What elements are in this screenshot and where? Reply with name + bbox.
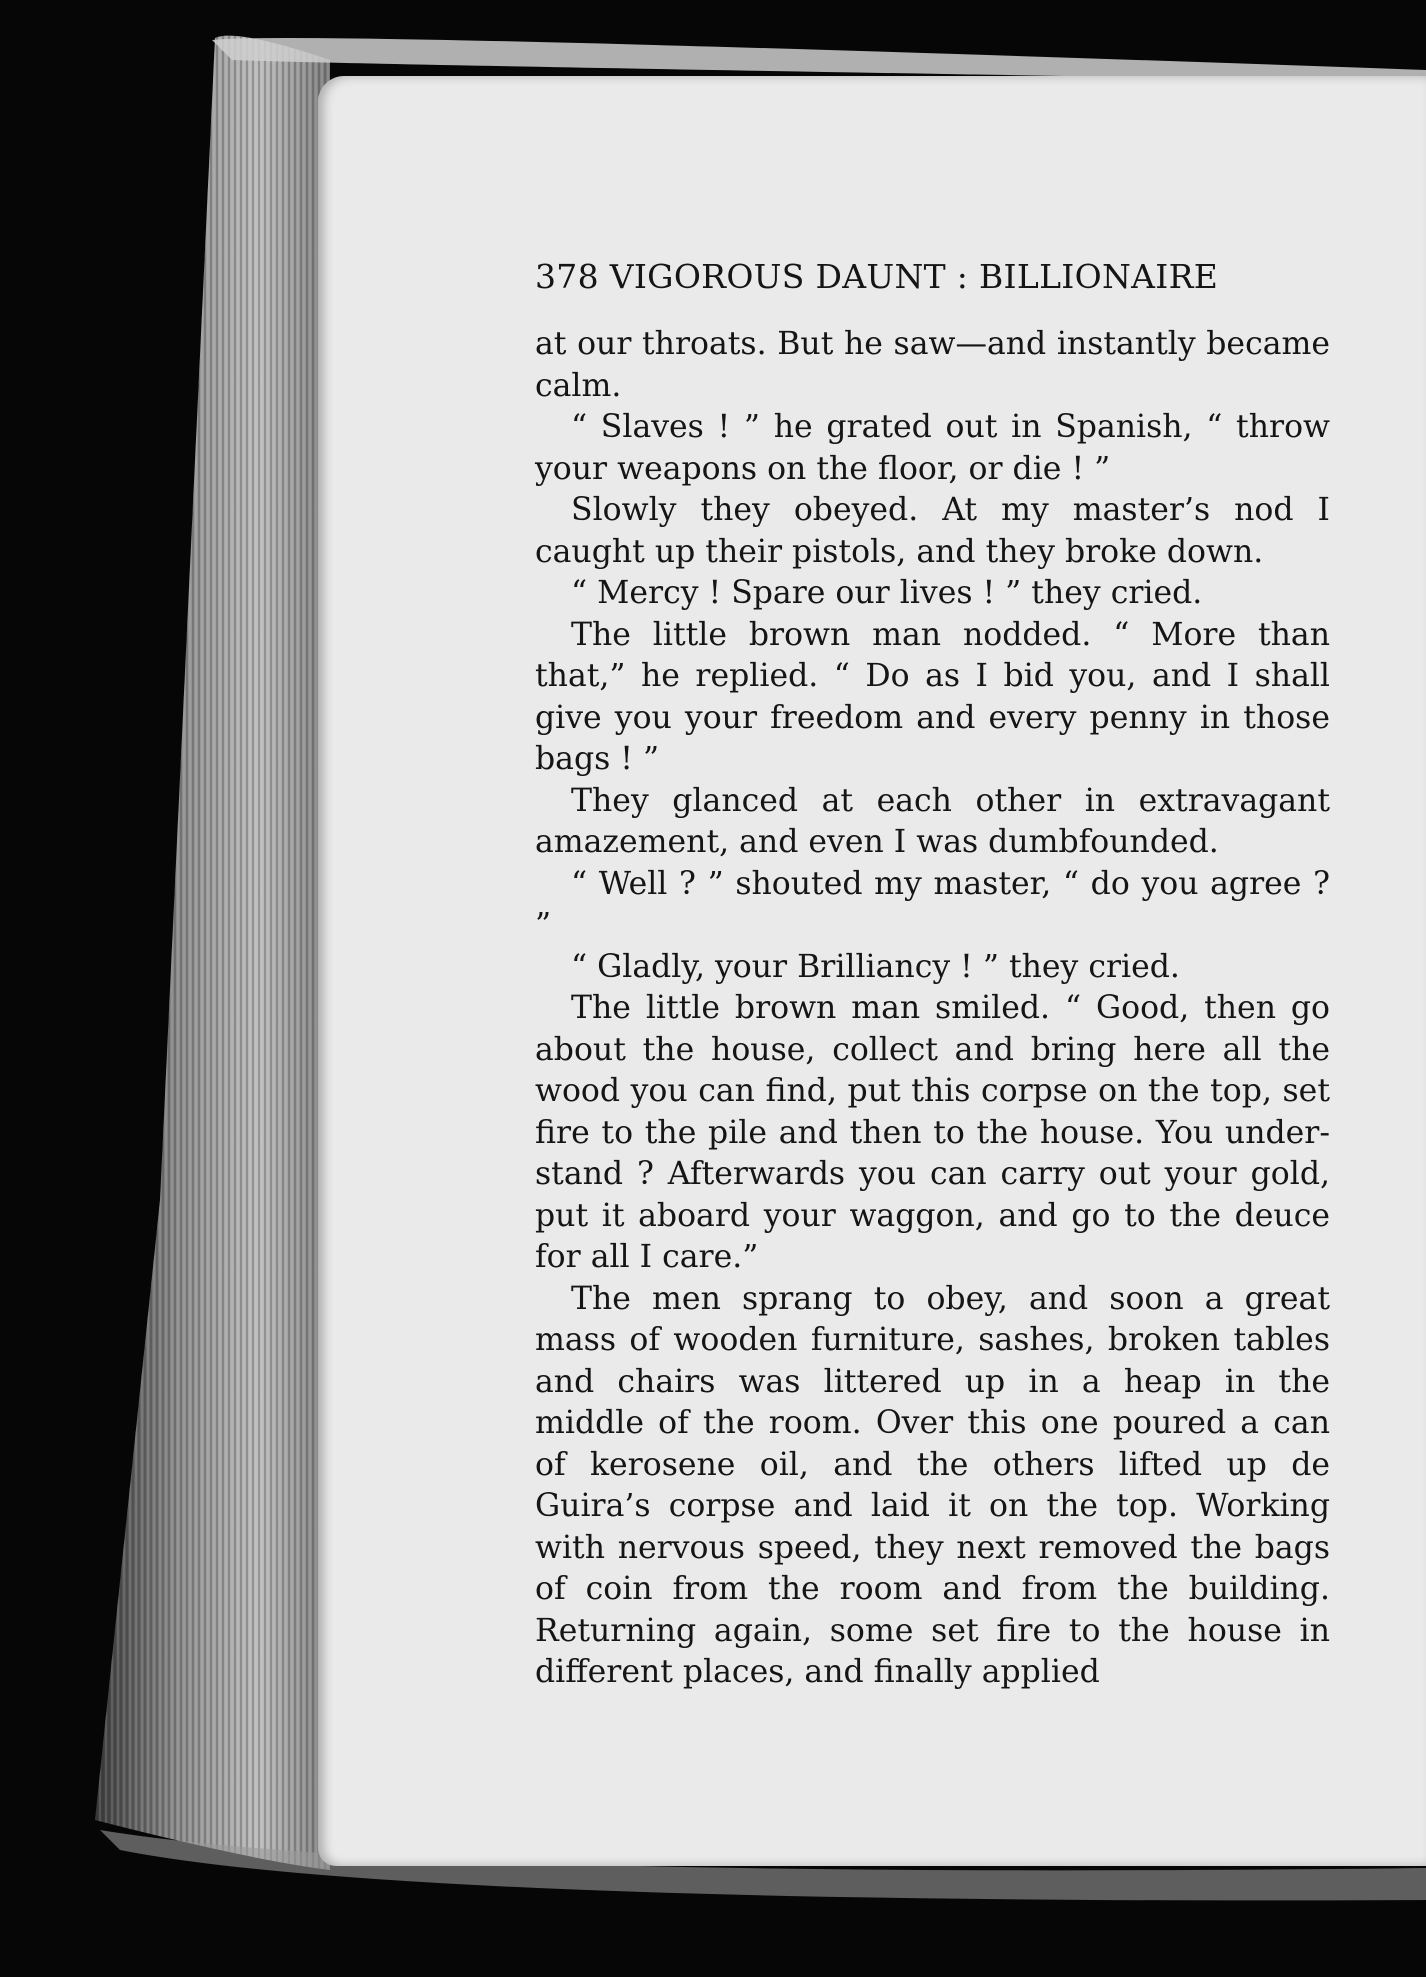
paragraph: “ Slaves ! ” he grated out in Spanish, “ throw your weapons on the floor, or die ! ” [535, 409, 1330, 487]
body-text [535, 324, 1330, 1694]
paragraph: at our throats. But he saw—and instantly became calm. [535, 326, 1330, 404]
paragraph: The little brown man smiled. “ Good, then go about the house, collect and bring here all the wood you can find, put this corpse on the top, set fire to the pile and then to the house. You under-stand ? Afterwards you can carry out your gold, put it aboard your waggon, and go to the deuce for all I care.” [535, 990, 1330, 1275]
paragraph: “ Mercy ! Spare our lives ! ” they cried. [571, 575, 1203, 611]
paragraph: Slowly they obeyed. At my master’s nod I caught up their pistols, and they broke down. [535, 492, 1330, 570]
paragraph: They glanced at each other in extravagant amazement, and even I was dumbfounded. [535, 782, 1330, 860]
page-number: 378 [535, 257, 599, 296]
paragraph: The men sprang to obey, and soon a great mass of wooden furniture, sashes, broken tables and chairs was littered up in a heap in the middle of the room. Over this one poured a can of kerosene oil, and the others lifted up de Guira’s corpse and laid it on the top. Working with nervous speed, they next removed the bags of coin from the room and from the building. Returning again, some set fire to the house in different places, and finally applied [535, 1280, 1330, 1690]
running-head [535, 248, 1330, 306]
paragraph: “ Well ? ” shouted my master, “ do you agree ? ” [535, 865, 1330, 943]
running-head-title: VIGOROUS DAUNT : BILLIONAIRE [609, 257, 1219, 296]
paragraph: The little brown man nodded. “ More than that,” he replied. “ Do as I bid you, and I shall give you your freedom and every penny in those bags ! ” [535, 616, 1330, 777]
paragraph: “ Gladly, your Brilliancy ! ” they cried. [571, 948, 1180, 985]
page-text-block [535, 248, 1330, 1694]
